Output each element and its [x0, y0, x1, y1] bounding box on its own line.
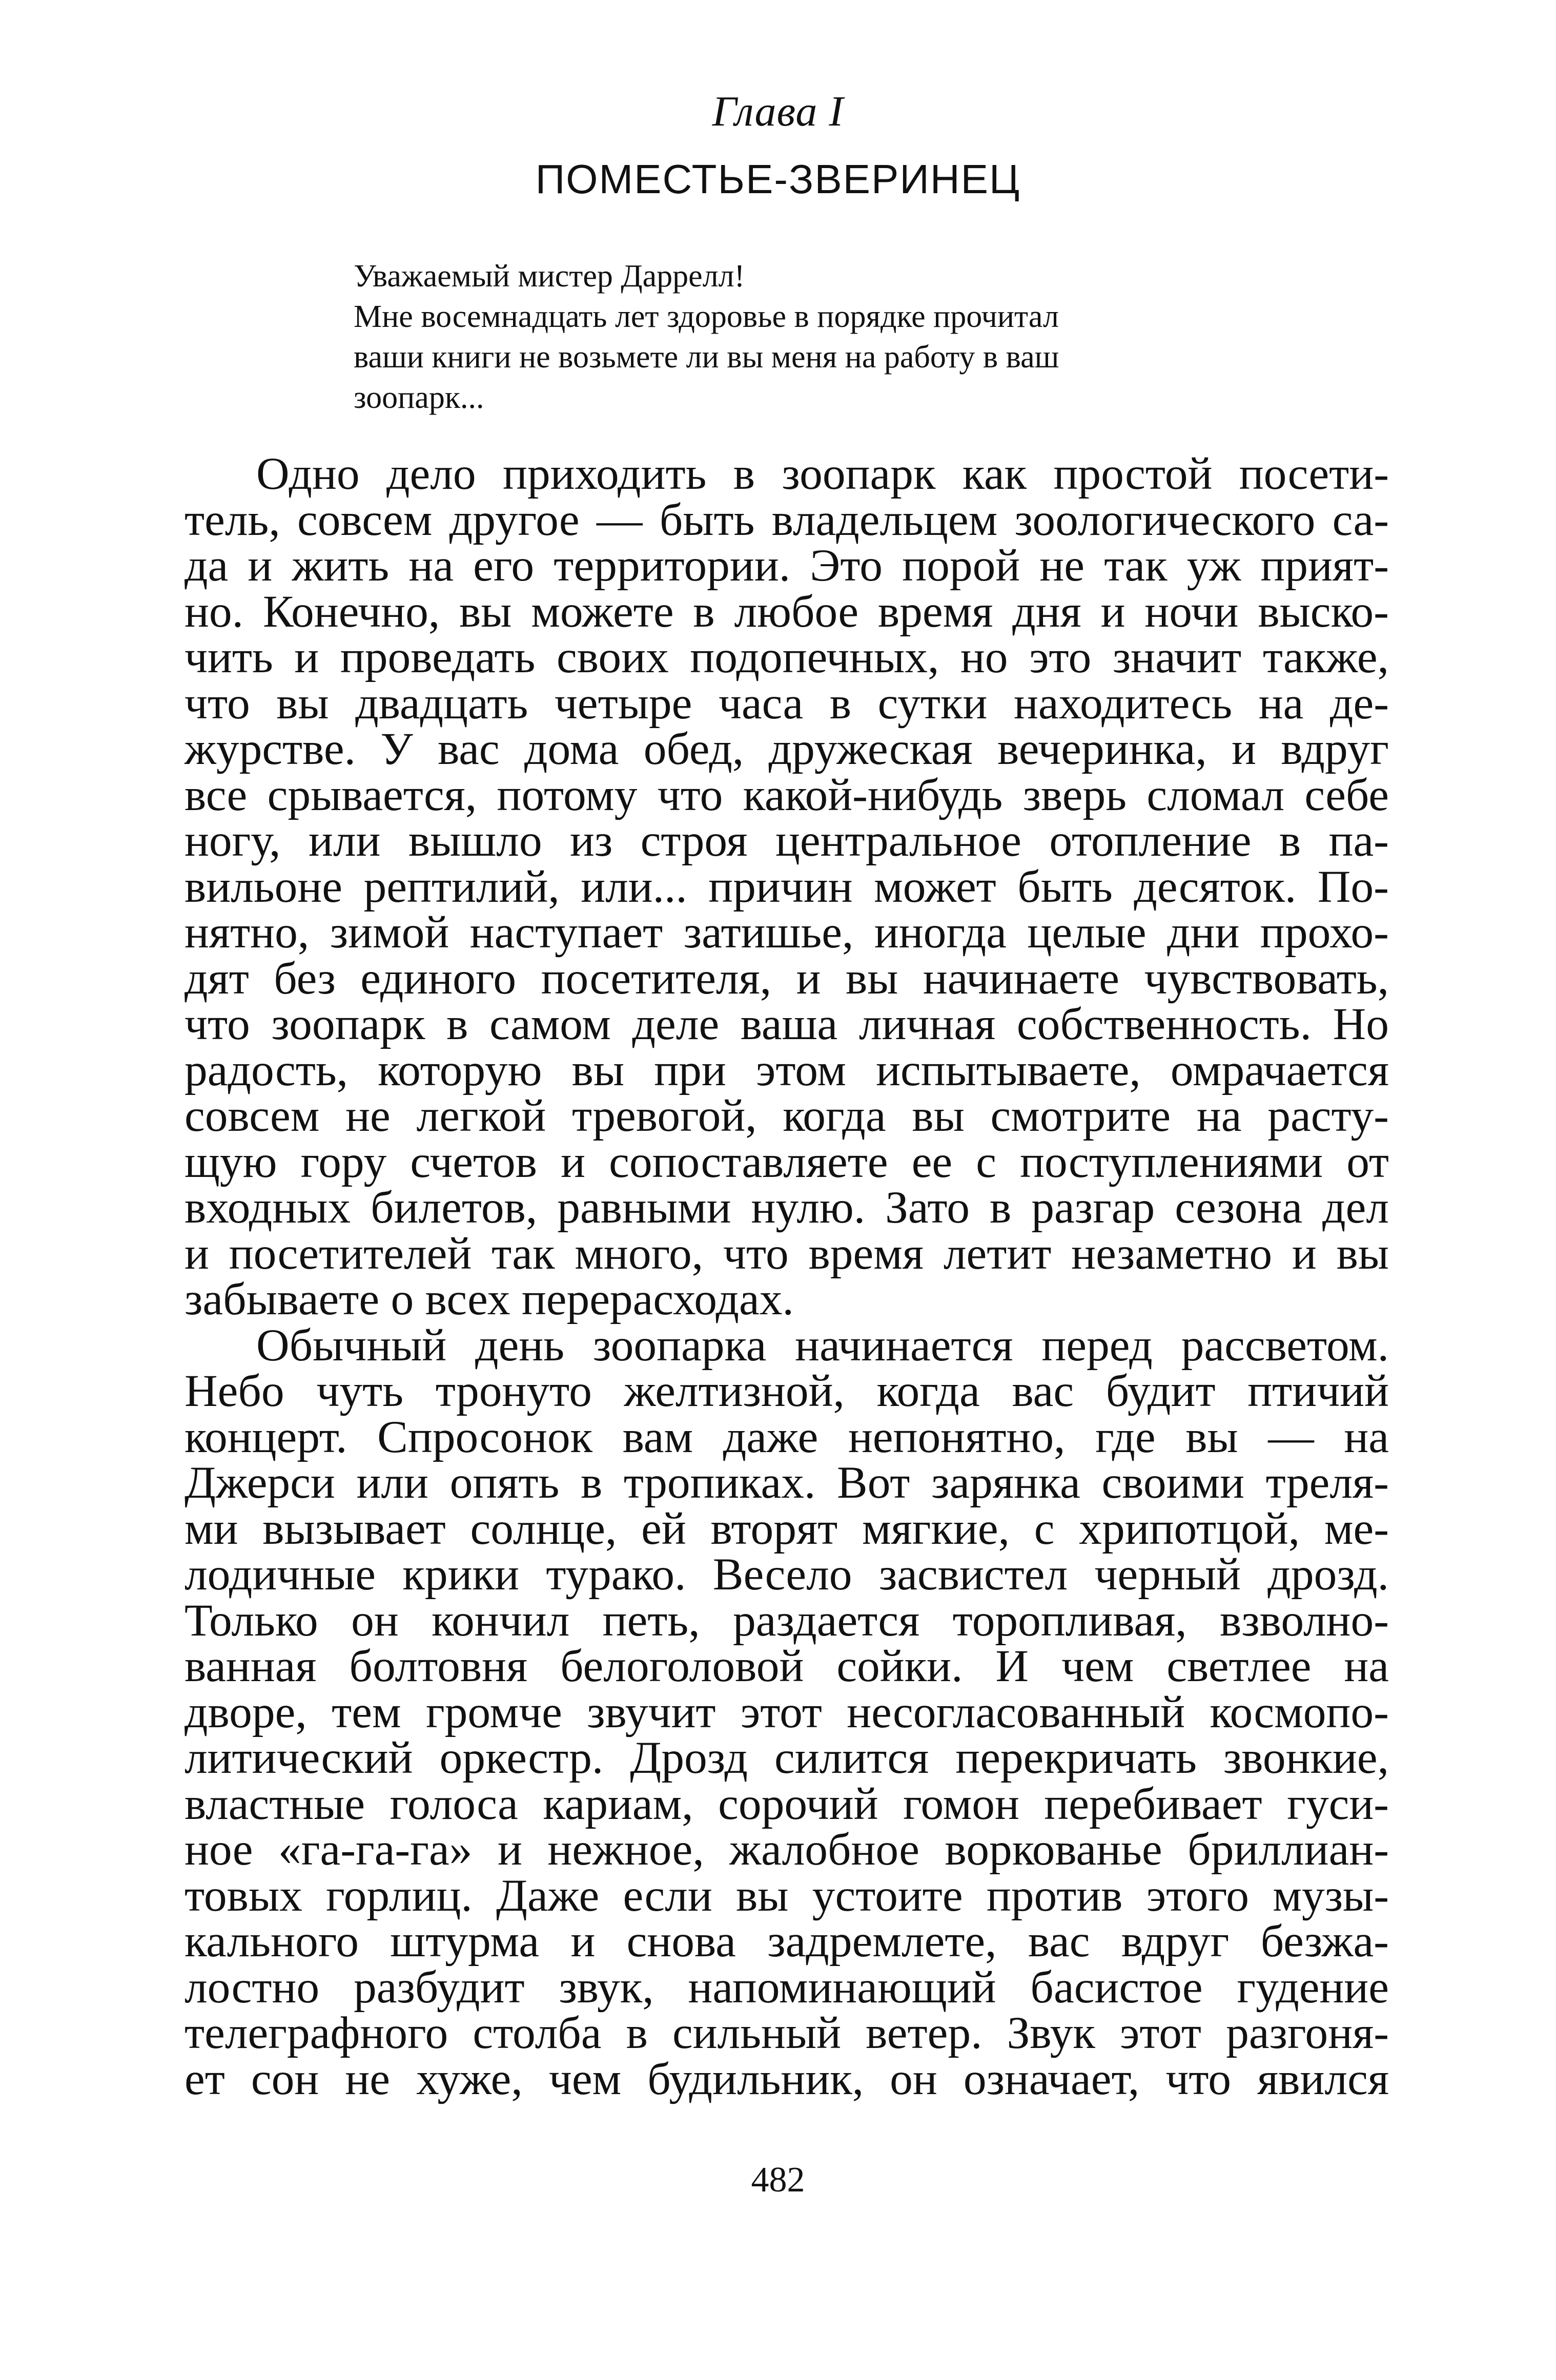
- body-line: журстве. У вас дома обед, дружеская вечеринка, и вдруг: [185, 723, 1389, 774]
- body-line: ванная болтовня белоголовой сойки. И чем светлее на: [185, 1641, 1389, 1691]
- body-line: Обычный день зоопарка начинается перед рассветом.: [256, 1319, 1389, 1371]
- body-line: что зоопарк в самом деле ваша личная собственность. Но: [185, 999, 1389, 1049]
- body-line: ет сон не хуже, чем будильник, он означает, что явился: [185, 2053, 1389, 2104]
- body-line: и посетителей так много, что время летит незаметно и вы: [185, 1228, 1389, 1279]
- body-line: все срывается, потому что какой-нибудь зверь сломал себе: [185, 769, 1389, 820]
- body-text: [185, 448, 1389, 2104]
- epigraph-line: ваши книги не возьмете ли вы меня на работу в ваш: [354, 340, 1059, 375]
- body-line: да и жить на его территории. Это порой не так уж прият-: [185, 540, 1389, 591]
- body-line: радость, которую вы при этом испытываете, омрачается: [185, 1044, 1389, 1095]
- body-line: ми вызывает солнце, ей вторят мягкие, с хрипотцой, ме-: [185, 1503, 1389, 1554]
- epigraph-line: Мне восемнадцать лет здоровье в порядке прочитал: [354, 299, 1059, 334]
- epigraph: [354, 256, 1276, 418]
- epigraph-line: зоопарк...: [354, 380, 484, 415]
- body-line: литический оркестр. Дрозд силится перекричать звонкие,: [185, 1732, 1389, 1783]
- body-line: Одно дело приходить в зоопарк как простой посети-: [256, 448, 1389, 499]
- body-line: товых горлиц. Даже если вы устоите против этого музы-: [185, 1870, 1389, 1921]
- epigraph-line: Уважаемый мистер Даррелл!: [354, 259, 745, 294]
- body-line: входных билетов, равными нулю. Зато в разгар сезона дел: [185, 1182, 1389, 1233]
- chapter-title: ПОМЕСТЬЕ-ЗВЕРИНЕЦ: [535, 156, 1021, 202]
- body-line: совсем не легкой тревогой, когда вы смотрите на расту-: [185, 1090, 1389, 1141]
- body-line: ногу, или вышло из строя центральное отопление в па-: [185, 815, 1389, 866]
- body-line: кального штурма и снова задремлете, вас вдруг безжа-: [185, 1916, 1389, 1967]
- body-line: тель, совсем другое — быть владельцем зоологического са-: [185, 494, 1389, 545]
- body-line: Небо чуть тронуто желтизной, когда вас будит птичий: [185, 1365, 1389, 1416]
- chapter-label: Глава I: [712, 88, 844, 135]
- body-line: Только он кончил петь, раздается торопливая, взволно-: [185, 1595, 1389, 1646]
- body-line: чить и проведать своих подопечных, но это значит также,: [185, 632, 1389, 682]
- body-line: Джерси или опять в тропиках. Вот зарянка своими треля-: [185, 1457, 1389, 1508]
- body-line: вильоне рептилий, или... причин может быть десяток. По-: [185, 861, 1389, 912]
- body-line: нятно, зимой наступает затишье, иногда целые дни прохо-: [185, 907, 1389, 958]
- body-line: ное «га-га-га» и нежное, жалобное воркованье бриллиан-: [185, 1824, 1389, 1875]
- body-line: забываете о всех перерасходах.: [185, 1274, 794, 1324]
- body-line: лодичные крики турако. Весело засвистел черный дрозд.: [185, 1549, 1389, 1600]
- body-line: властные голоса кариам, сорочий гомон перебивает гуси-: [185, 1778, 1389, 1829]
- body-line: лостно разбудит звук, напоминающий басистое гудение: [185, 1961, 1389, 2013]
- page-number: 482: [751, 2160, 805, 2200]
- body-line: дят без единого посетителя, и вы начинаете чувствовать,: [185, 953, 1389, 1004]
- body-line: что вы двадцать четыре часа в сутки находитесь на де-: [185, 677, 1389, 729]
- body-line: концерт. Спросонок вам даже непонятно, где вы — на: [185, 1411, 1389, 1462]
- body-line: но. Конечно, вы можете в любое время дня и ночи выско-: [185, 586, 1389, 637]
- body-line: щую гору счетов и сопоставляете ее с поступлениями от: [185, 1136, 1389, 1187]
- body-line: дворе, тем громче звучит этот несогласованный космопо-: [185, 1686, 1389, 1737]
- body-line: телеграфного столба в сильный ветер. Звук этот разгоня-: [185, 2008, 1389, 2058]
